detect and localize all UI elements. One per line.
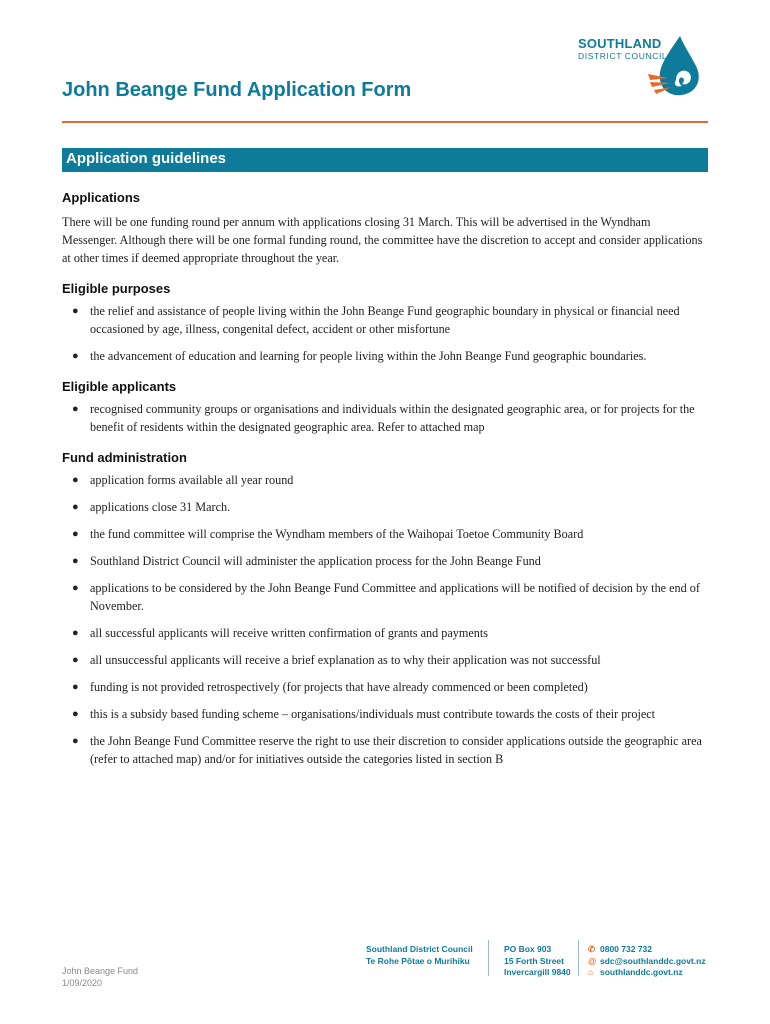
list-item: ● Southland District Council will administer the application process for the John Beange Fund	[72, 554, 541, 568]
page-title: John Beange Fund Application Form	[62, 79, 412, 101]
list-item: ● all successful applicants will receive written confirmation of grants and payments	[72, 626, 488, 640]
applications-text: There will be one funding round per annum with applications closing 31 March. This will be advertised in the Wyndham Messenger. Although there will be one formal funding round, the committee have the discretion to accept and consider applications at other times if deemed appropriate throughout the year.	[62, 215, 703, 265]
fund-administration-heading: Fund administration	[62, 450, 187, 465]
footer-divider	[488, 940, 489, 976]
footer-website[interactable]: southlanddc.govt.nz	[600, 967, 683, 977]
phone-icon: ✆	[588, 944, 596, 954]
footer-doc-date: 1/09/2020	[62, 978, 103, 988]
section-band	[62, 148, 708, 172]
eligible-purposes-list	[62, 302, 708, 365]
list-item: ● the fund committee will comprise the Wyndham members of the Waihopai Toetoe Community Board	[72, 527, 584, 541]
footer-email[interactable]: sdc@southlanddc.govt.nz	[600, 955, 706, 966]
list-item: ● application forms available all year round	[72, 473, 294, 487]
logo-drop-icon	[646, 34, 708, 100]
eligible-applicants-list	[62, 400, 708, 436]
footer-council	[366, 944, 473, 967]
footer-doc-name: John Beange Fund	[62, 966, 139, 976]
list-item: ● the advancement of education and learning for people living within the John Beange Fund geographic boundaries.	[72, 349, 647, 363]
list-item: ● applications close 31 March.	[72, 500, 231, 514]
logo-subtitle: DISTRICT COUNCIL	[578, 51, 668, 61]
footer-council-name: Southland District Council	[366, 944, 473, 954]
footer-address	[504, 944, 571, 979]
title-divider	[62, 121, 708, 123]
council-logo	[578, 34, 708, 106]
email-icon: @	[588, 955, 597, 966]
footer-phone[interactable]: 0800 732 732	[600, 944, 652, 954]
list-item: ● this is a subsidy based funding scheme – organisations/individuals must contribute towards the costs of their project	[72, 707, 656, 721]
footer-divider	[578, 940, 579, 976]
list-item: ● the John Beange Fund Committee reserve the right to use their discretion to consider applications outside the geographic area (refer to attached map) and/or for initiatives outside the categories listed in section B	[72, 734, 702, 766]
footer-address-line: 15 Forth Street	[504, 955, 564, 966]
footer-doc-info	[62, 965, 138, 989]
eligible-applicants-heading: Eligible applicants	[62, 379, 177, 394]
logo-title: SOUTHLAND	[578, 36, 662, 51]
list-item: ● applications to be considered by the John Beange Fund Committee and applications will be notified of decision by the end of November.	[72, 581, 700, 613]
footer-contact	[588, 944, 706, 979]
list-item: ● all unsuccessful applicants will receive a brief explanation as to why their application was not successful	[72, 653, 601, 667]
home-icon: ⌂	[588, 967, 594, 977]
list-item: ● recognised community groups or organisations and individuals within the designated geographic area, or for projects for the benefit of residents within the designated geographic area. Refer to attached map	[72, 402, 695, 434]
list-item: ● funding is not provided retrospectively (for projects that have already commenced or been completed)	[72, 680, 588, 694]
list-item: ● the relief and assistance of people living within the John Beange Fund geographic boundary in physical or financial need occasioned by age, illness, congenital defect, accident or other misfortune	[72, 304, 680, 336]
footer-address-line: Invercargill 9840	[504, 967, 571, 977]
guidelines-content	[62, 190, 708, 777]
applications-heading: Applications	[62, 190, 141, 205]
footer-council-maori-name: Te Rohe Pōtae o Murihiku	[366, 955, 470, 966]
eligible-purposes-heading: Eligible purposes	[62, 281, 171, 296]
section-band-title: Application guidelines	[66, 150, 227, 167]
fund-administration-list	[62, 471, 708, 768]
footer-address-line: PO Box 903	[504, 944, 552, 954]
